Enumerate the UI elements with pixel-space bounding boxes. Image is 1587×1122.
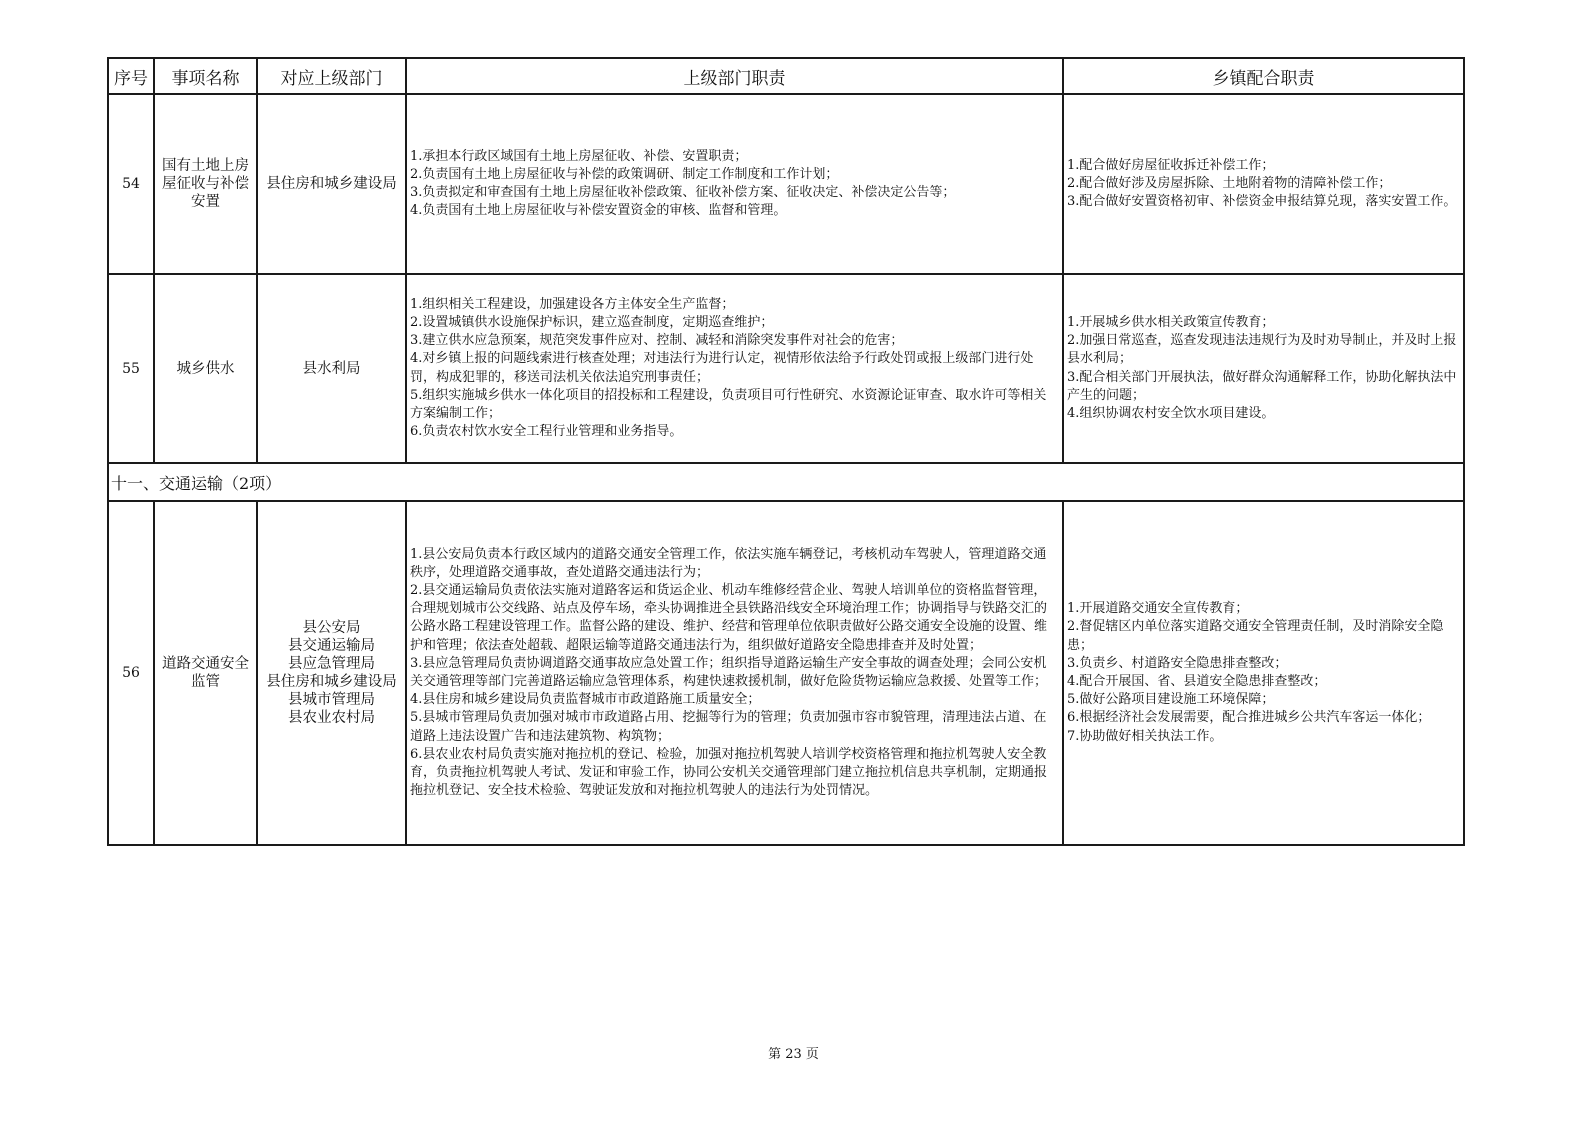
duty-line: 2.县交通运输局负责依法实施对道路客运和货运企业、机动车维修经营企业、驾驶人培训单位的资格监督管理，合理规划城市公交线路、站点及停车场，牵头协调推进全县铁路沿线安全环境治理工作；协调指导与铁路交汇的公路水路工程建设管理工作。监督公路的建设、维护、经营和管理单位依职责做好公路交通安全设施的设置、维护和管理；依法查处超载、超限运输等道路交通违法行为，组织做好道路安全隐患排查并及时处置；	[410, 582, 1048, 653]
page-number: 第 23 页	[768, 1047, 819, 1062]
duty-line: 2.加强日常巡查，巡查发现违法违规行为及时劝导制止，并及时上报县水利局；	[1067, 333, 1457, 367]
row-index: 54	[108, 94, 154, 274]
duty-line: 2.负责国有土地上房屋征收与补偿的政策调研、制定工作制度和工作计划；	[410, 166, 839, 182]
header-town-duty: 乡镇配合职责	[1063, 58, 1464, 94]
header-dept: 对应上级部门	[257, 58, 406, 94]
row-upper-duty	[406, 274, 1063, 463]
duty-line: 7.协助做好相关执法工作。	[1067, 728, 1223, 744]
duty-line: 3.配合做好安置资格初审、补偿资金申报结算兑现，落实安置工作。	[1067, 194, 1457, 210]
table-row	[108, 501, 1464, 845]
dept-line: 县农业农村局	[288, 710, 375, 726]
row-town-duty	[1063, 501, 1464, 845]
duty-line: 3.县应急管理局负责协调道路交通事故应急处置工作；组织指导道路运输生产安全事故的调查处理；会同公安机关交通管理等部门完善道路运输应急管理体系，构建快速救援机制，做好危险货物运输应急救援、处置等工作；	[410, 655, 1048, 689]
table-row	[108, 94, 1464, 274]
duty-line: 4.负责国有土地上房屋征收与补偿安置资金的审核、监督和管理。	[410, 203, 787, 219]
duty-line: 3.建立供水应急预案，规范突发事件应对、控制、减轻和消除突发事件对社会的危害；	[410, 333, 904, 349]
duty-line: 1.组织相关工程建设，加强建设各方主体安全生产监督；	[410, 296, 735, 312]
duty-line: 5.做好公路项目建设施工环境保障；	[1067, 692, 1275, 708]
duty-line: 6.县农业农村局负责实施对拖拉机的登记、检验，加强对拖拉机驾驶人培训学校资格管理和拖拉机驾驶人安全教育，负责拖拉机驾驶人考试、发证和审验工作，协同公安机关交通管理部门建立拖拉机信息共享机制，定期通报拖拉机登记、安全技术检验、驾驶证发放和对拖拉机驾驶人的违法行为处罚情况。	[410, 746, 1048, 799]
dept-line: 县应急管理局	[288, 656, 375, 672]
duty-line: 2.督促辖区内单位落实道路交通安全管理责任制，及时消除安全隐患；	[1067, 619, 1444, 653]
row-dept	[257, 94, 406, 274]
dept-line: 县城市管理局	[288, 692, 375, 708]
row-item-name: 国有土地上房屋征收与补偿安置	[154, 94, 257, 274]
duty-line: 3.负责拟定和审查国有土地上房屋征收补偿政策、征收补偿方案、征收决定、补偿决定公告等；	[410, 185, 956, 200]
row-item-name: 城乡供水	[154, 274, 257, 463]
duty-line: 1.承担本行政区域国有土地上房屋征收、补偿、安置职责；	[410, 148, 748, 164]
header-item-name: 事项名称	[154, 58, 257, 94]
row-index: 56	[108, 501, 154, 845]
duty-line: 5.组织实施城乡供水一体化项目的招投标和工程建设，负责项目可行性研究、水资源论证审查、取水许可等相关方案编制工作；	[410, 387, 1047, 421]
row-town-duty	[1063, 274, 1464, 463]
row-dept	[257, 501, 406, 845]
dept-line: 县住房和城乡建设局	[266, 674, 397, 690]
row-upper-duty	[406, 501, 1063, 845]
row-upper-duty	[406, 94, 1063, 274]
duty-line: 3.配合相关部门开展执法，做好群众沟通解释工作，协助化解执法中产生的问题；	[1067, 369, 1457, 403]
header-upper-duty: 上级部门职责	[406, 58, 1063, 94]
duty-line: 1.配合做好房屋征收拆迁补偿工作；	[1067, 157, 1275, 173]
header-index: 序号	[108, 58, 154, 94]
duty-line: 1.开展城乡供水相关政策宣传教育；	[1067, 314, 1275, 330]
duty-line: 4.组织协调农村安全饮水项目建设。	[1067, 405, 1275, 421]
section-row	[108, 463, 1464, 501]
row-index: 55	[108, 274, 154, 463]
dept-line: 县水利局	[302, 360, 361, 377]
duty-line: 4.配合开展国、省、县道安全隐患排查整改；	[1067, 674, 1327, 689]
row-dept	[257, 274, 406, 463]
duty-line: 3.负责乡、村道路安全隐患排查整改；	[1067, 655, 1288, 671]
duty-line: 5.县城市管理局负责加强对城市市政道路占用、挖掘等行为的管理；负责加强市容市貌管理，清理违法占道、在道路上违法设置广告和违法建筑物、构筑物；	[410, 710, 1047, 744]
duty-line: 2.设置城镇供水设施保护标识，建立巡查制度，定期巡查维护；	[410, 314, 774, 330]
responsibility-table	[107, 57, 1465, 846]
row-town-duty	[1063, 94, 1464, 274]
section-title: 十一、交通运输（2项）	[108, 463, 1464, 501]
duty-line: 1.县公安局负责本行政区域内的道路交通安全管理工作，依法实施车辆登记，考核机动车驾驶人，管理道路交通秩序，处理道路交通事故，查处道路交通违法行为；	[410, 546, 1047, 580]
table-header-row	[108, 58, 1464, 94]
duty-line: 6.根据经济社会发展需要，配合推进城乡公共汽车客运一体化；	[1067, 710, 1431, 726]
dept-line: 县公安局	[302, 620, 361, 636]
row-item-name: 道路交通安全监管	[154, 501, 257, 845]
duty-line: 6.负责农村饮水安全工程行业管理和业务指导。	[410, 424, 683, 440]
duty-line: 1.开展道路交通安全宣传教育；	[1067, 601, 1249, 617]
duty-line: 2.配合做好涉及房屋拆除、土地附着物的清障补偿工作；	[1067, 175, 1392, 191]
table-row	[108, 274, 1464, 463]
duty-line: 4.对乡镇上报的问题线索进行核查处理；对违法行为进行认定，视情形依法给予行政处罚或报上级部门进行处罚，构成犯罪的，移送司法机关依法追究刑事责任；	[410, 351, 1034, 385]
dept-line: 县交通运输局	[288, 638, 375, 654]
dept-line: 县住房和城乡建设局	[266, 176, 397, 192]
duty-line: 4.县住房和城乡建设局负责监督城市市政道路施工质量安全；	[410, 692, 761, 708]
